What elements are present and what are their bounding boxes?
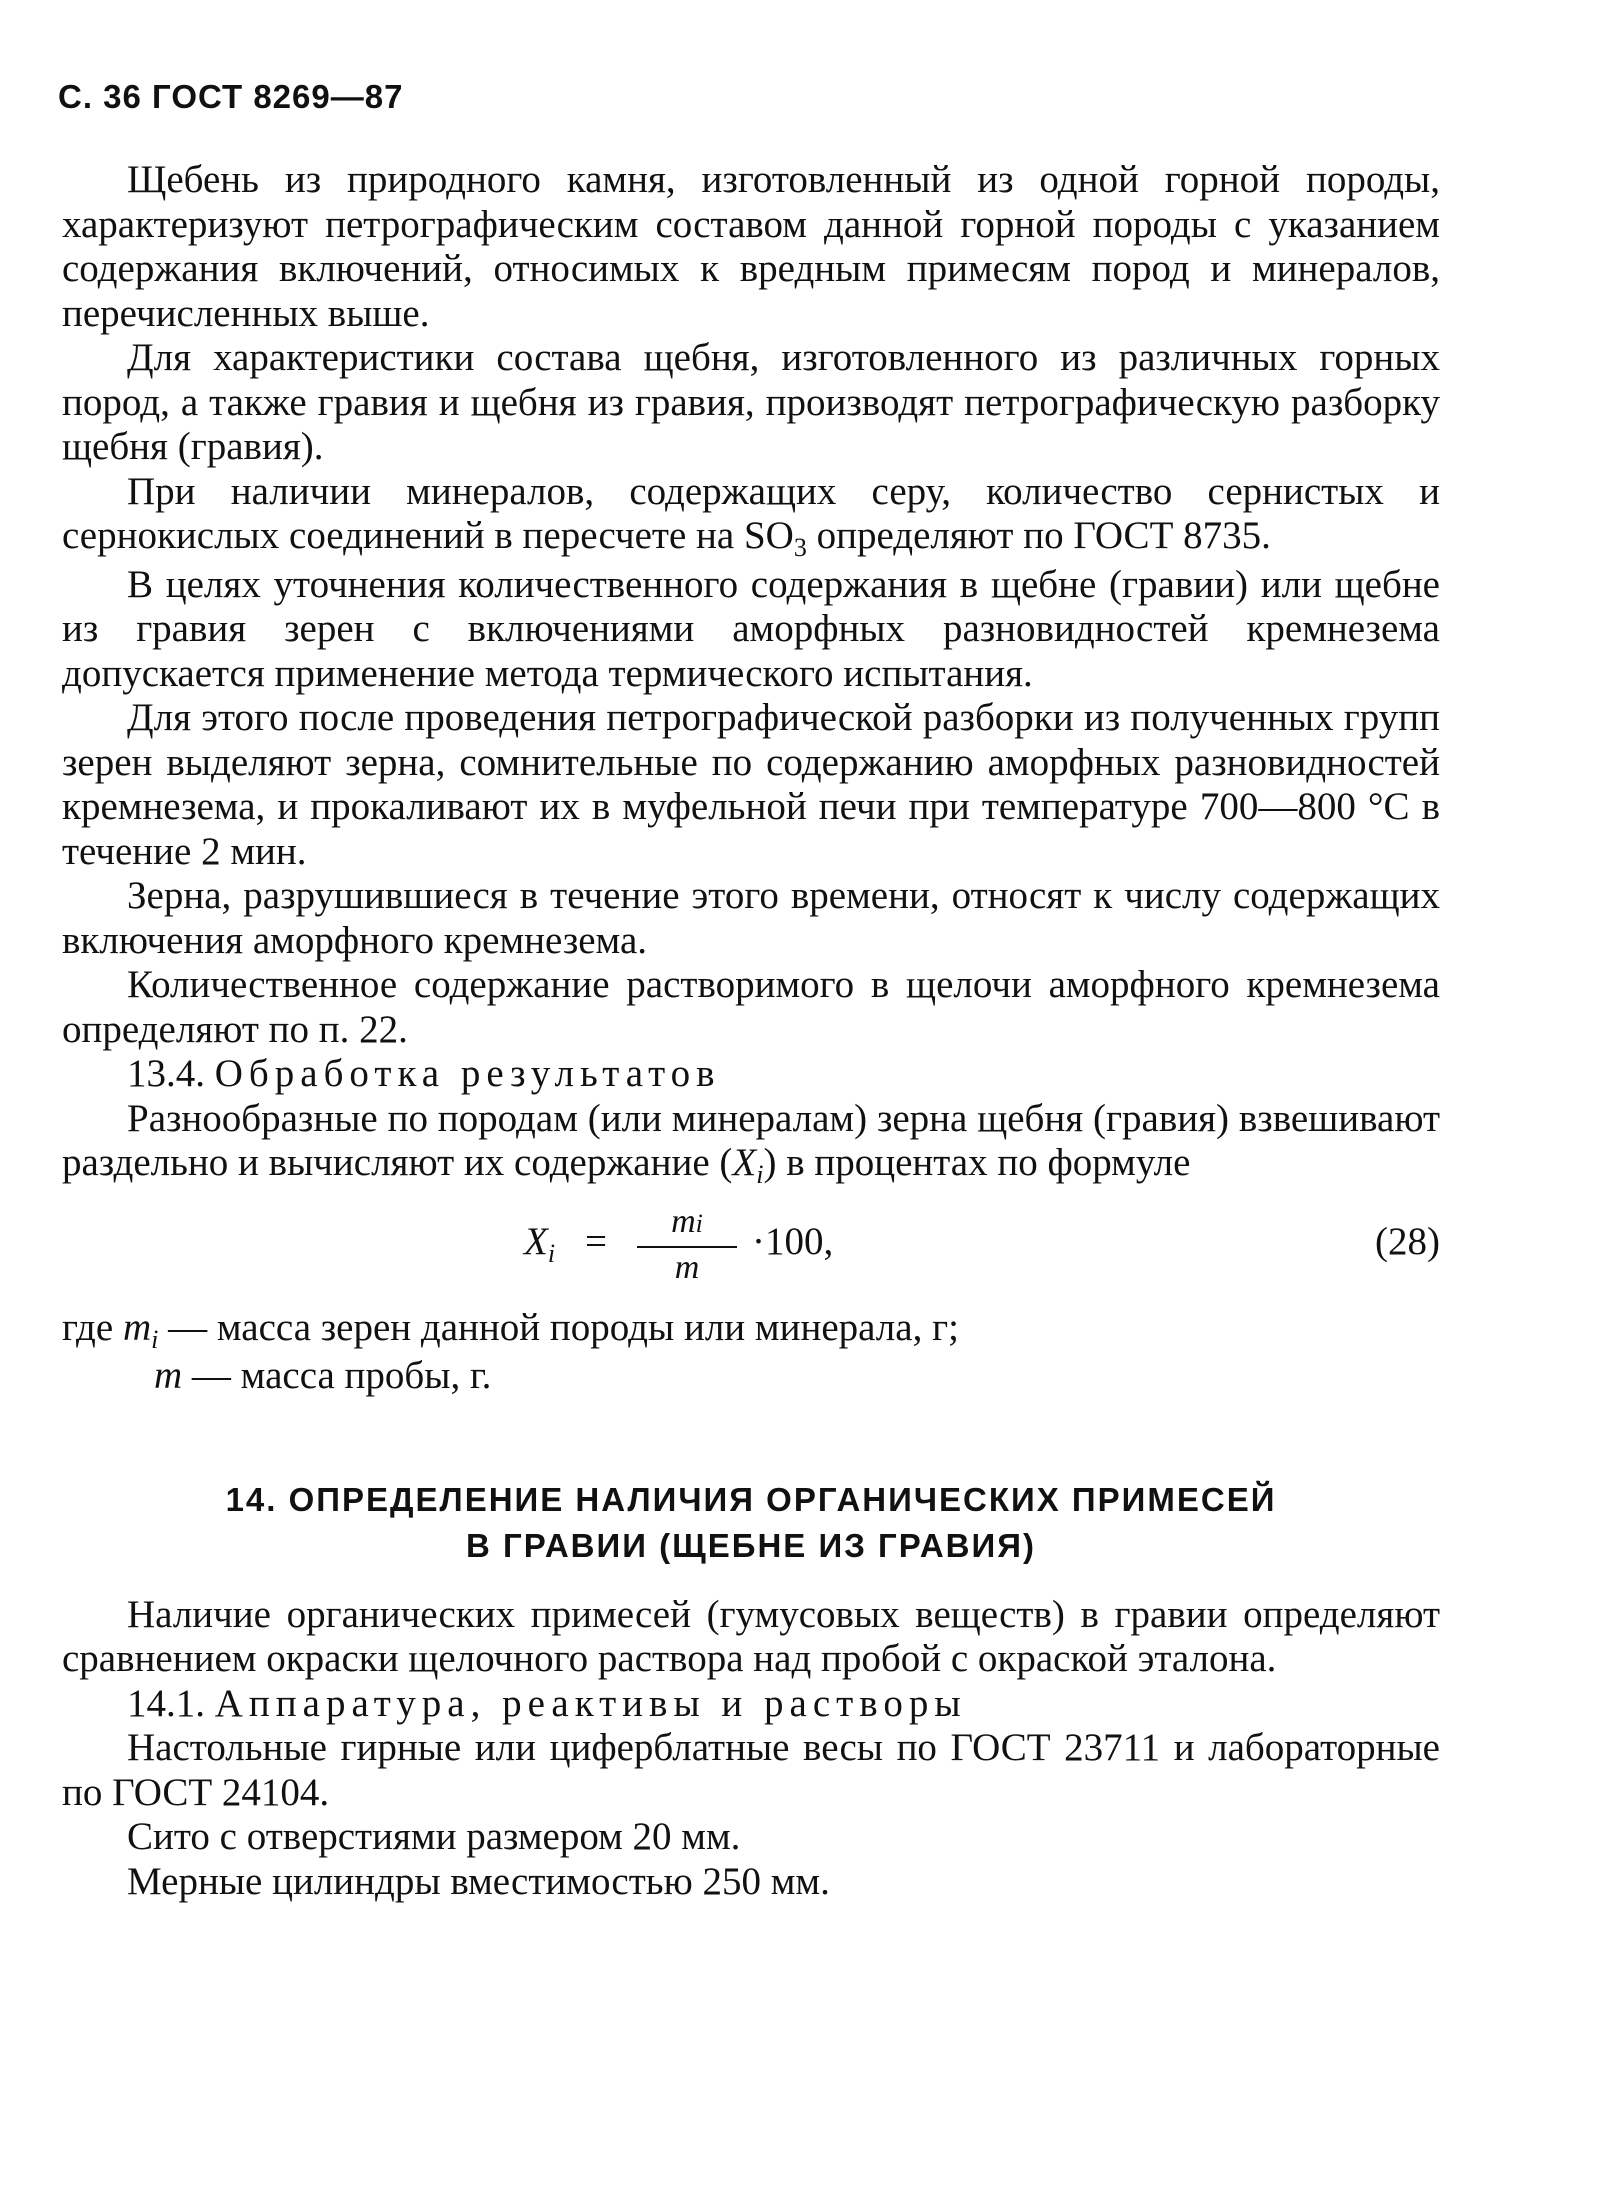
paragraph: Настольные гирные или циферблатные весы по ГОСТ 23711 и лабораторные по ГОСТ 24104. <box>62 1726 1440 1814</box>
paragraph: Наличие органических примесей (гумусовых веществ) в гравии определяют сравнением окраски щелочного раствора над пробой с окраской эталона. <box>62 1592 1440 1680</box>
paragraph-13-4-intro: Разнообразные по породам (или минералам) зерна щебня (гравия) взвешивают раздельно и вычисляют их содержание $(X_i)$ в процентах по формуле <box>62 1096 1440 1189</box>
formula-lhs: $X_i$ <box>524 1219 556 1268</box>
formula-denominator: m <box>674 1248 700 1286</box>
paragraph: Мерные цилиндры вместимостью 250 мм. <box>127 1859 830 1903</box>
document-body <box>62 158 1440 1904</box>
section-13-4-heading: 13.4. Обработка результатов <box>127 1052 721 1095</box>
formula-legend <box>62 1306 1440 1399</box>
section-14-heading: 14. ОПРЕДЕЛЕНИЕ НАЛИЧИЯ ОРГАНИЧЕСКИХ ПРИМЕСЕЙ В ГРАВИИ (ЩЕБНЕ ИЗ ГРАВИЯ) <box>225 1480 1277 1564</box>
formula-fraction <box>637 1202 737 1288</box>
formula-28 <box>62 1200 1440 1300</box>
paragraph: Зерна, разрушившиеся в течение этого времени, относят к числу содержащих включения аморфного кремнезема. <box>62 874 1440 962</box>
formula-equals: = <box>585 1219 607 1263</box>
formula-numerator: mi <box>671 1202 703 1240</box>
paragraph: Для характеристики состава щебня, изготовленного из различных горных пород, а также гравия и щебня из гравия, производят петрографическую разборку щебня (гравия). <box>62 336 1440 468</box>
legend-row: где $m_i$ — масса зерен данной породы или минерала, г; <box>62 1305 959 1354</box>
legend-row: m — масса пробы, г. <box>154 1354 492 1397</box>
paragraph: В целях уточнения количественного содержания в щебне (гравии) или щебне из гравия зерен с включениями аморфных разновидностей кремнезема допускается применение метода термического испытания. <box>62 562 1440 695</box>
paragraph-so3: При наличии минералов, содержащих серу, количество сернистых и сернокислых соединений в пересчете на $SO_3$ определяют по ГОСТ 8735. <box>62 469 1440 562</box>
page-header: С. 36 ГОСТ 8269—87 <box>58 78 404 115</box>
paragraph: Щебень из природного камня, изготовленный из одной горной породы, характеризуют петрографическим составом данной горной породы с указанием содержания включений, относимых к вредным примесям пород и минералов, перечисленных выше. <box>62 158 1440 335</box>
paragraph: Сито с отверстиями размером 20 мм. <box>127 1815 741 1858</box>
formula-number: (28) <box>1375 1219 1440 1263</box>
paragraph: Количественное содержание растворимого в щелочи аморфного кремнезема определяют по п. 22. <box>62 963 1440 1051</box>
section-14-1-heading: 14.1. Аппаратура, реактивы и растворы <box>127 1681 967 1725</box>
formula-multiplier: ·100, <box>752 1219 834 1263</box>
paragraph: Для этого после проведения петрографической разборки из полученных групп зерен выделяют зерна, сомнительные по содержанию аморфных разновидностей кремнезема, и прокаливают их в муфельной печи при температуре 700—800 °С в течение 2 мин. <box>62 696 1440 873</box>
